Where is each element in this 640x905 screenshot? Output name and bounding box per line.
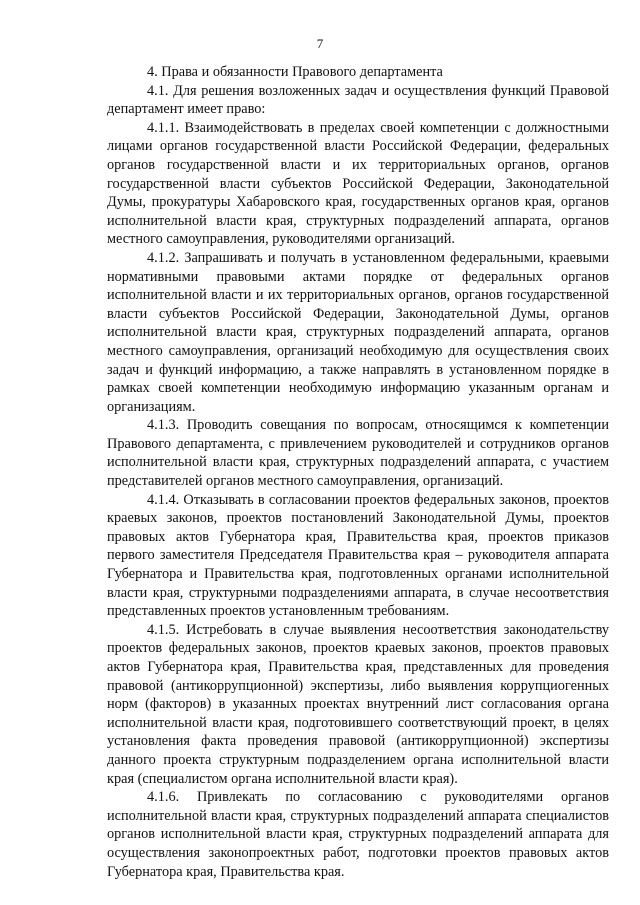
paragraph-4-1-4: 4.1.4. Отказывать в согласовании проектов федеральных законов, проектов краевых законов, проектов постановлений Законодательной Думы, проектов правовых актов Губернатора края, Правительства края, проектов приказов первого заместителя Председателя Правительства края – руководителя аппарата Губернатора и Правительства края, подготовленных органами исполнительной власти края, структурными подразделениями аппарата, в случае несоответствия представленных проектов установленным требованиям. bbox=[107, 491, 609, 620]
section-heading: 4. Права и обязанности Правового департамента bbox=[147, 64, 443, 80]
paragraph-4-1-3: 4.1.3. Проводить совещания по вопросам, относящимся к компетенции Правового департамента, с привлечением руководителей и сотрудников органов исполнительной власти края, структурных подразделений аппарата, с участием представителей органов местного самоуправления, организаций. bbox=[107, 417, 609, 490]
paragraph-4-1-5: 4.1.5. Истребовать в случае выявления несоответствия законодательству проектов федеральных законов, проектов краевых законов, проектов правовых актов Губернатора края, Правительства края, представленных для проведения правовой (антикоррупционной) экспертизы, либо выявления коррупциогенных норм (факторов) в указанных проектах внутренний лист согласования органа исполнительной власти края, подготовившего соответствующий проект, в целях установления факта проведения правовой (антикоррупционной) экспертизы данного проекта структурным подразделением органа исполнительной власти края (специалистом органа исполнительной власти края). bbox=[107, 621, 609, 787]
paragraph-4-1-1: 4.1.1. Взаимодействовать в пределах своей компетенции с должностными лицами органов государственной власти Российской Федерации, федеральных органов государственной власти и их территориальных органов, органов государственной власти субъектов Российской Федерации, Законодательной Думы, прокуратуры Хабаровского края, государственных органов края, органов исполнительной власти края, структурных подразделений аппарата, органов местного самоуправления, руководителями организаций. bbox=[107, 119, 609, 248]
paragraph-4-1-6: 4.1.6. Привлекать по согласованию с руководителями органов исполнительной власти края, структурных подразделений аппарата специалистов органов исполнительной власти края, структурных подразделений аппарата для осуществления законопроектных работ, подготовки проектов правовых актов Губернатора края, Правительства края. bbox=[107, 789, 609, 880]
page-number: 7 bbox=[316, 36, 324, 51]
paragraph-4-1-2: 4.1.2. Запрашивать и получать в установленном федеральными, краевыми нормативными правовыми актами порядке от федеральных органов исполнительной власти и их территориальных органов, органов государственной власти субъектов Российской Федерации, Законодательной Думы, органов исполнительной власти края, структурных подразделений аппарата, органов местного самоуправления, организаций необходимую для осуществления своих задач и функций информацию, а также направлять в установленном порядке в рамках своей компетенции необходимую информацию указанным органам и организациям. bbox=[107, 249, 609, 415]
paragraph-4-1: 4.1. Для решения возложенных задач и осуществления функций Правовой департамент имеет право: bbox=[107, 82, 609, 118]
document-body bbox=[107, 63, 609, 881]
